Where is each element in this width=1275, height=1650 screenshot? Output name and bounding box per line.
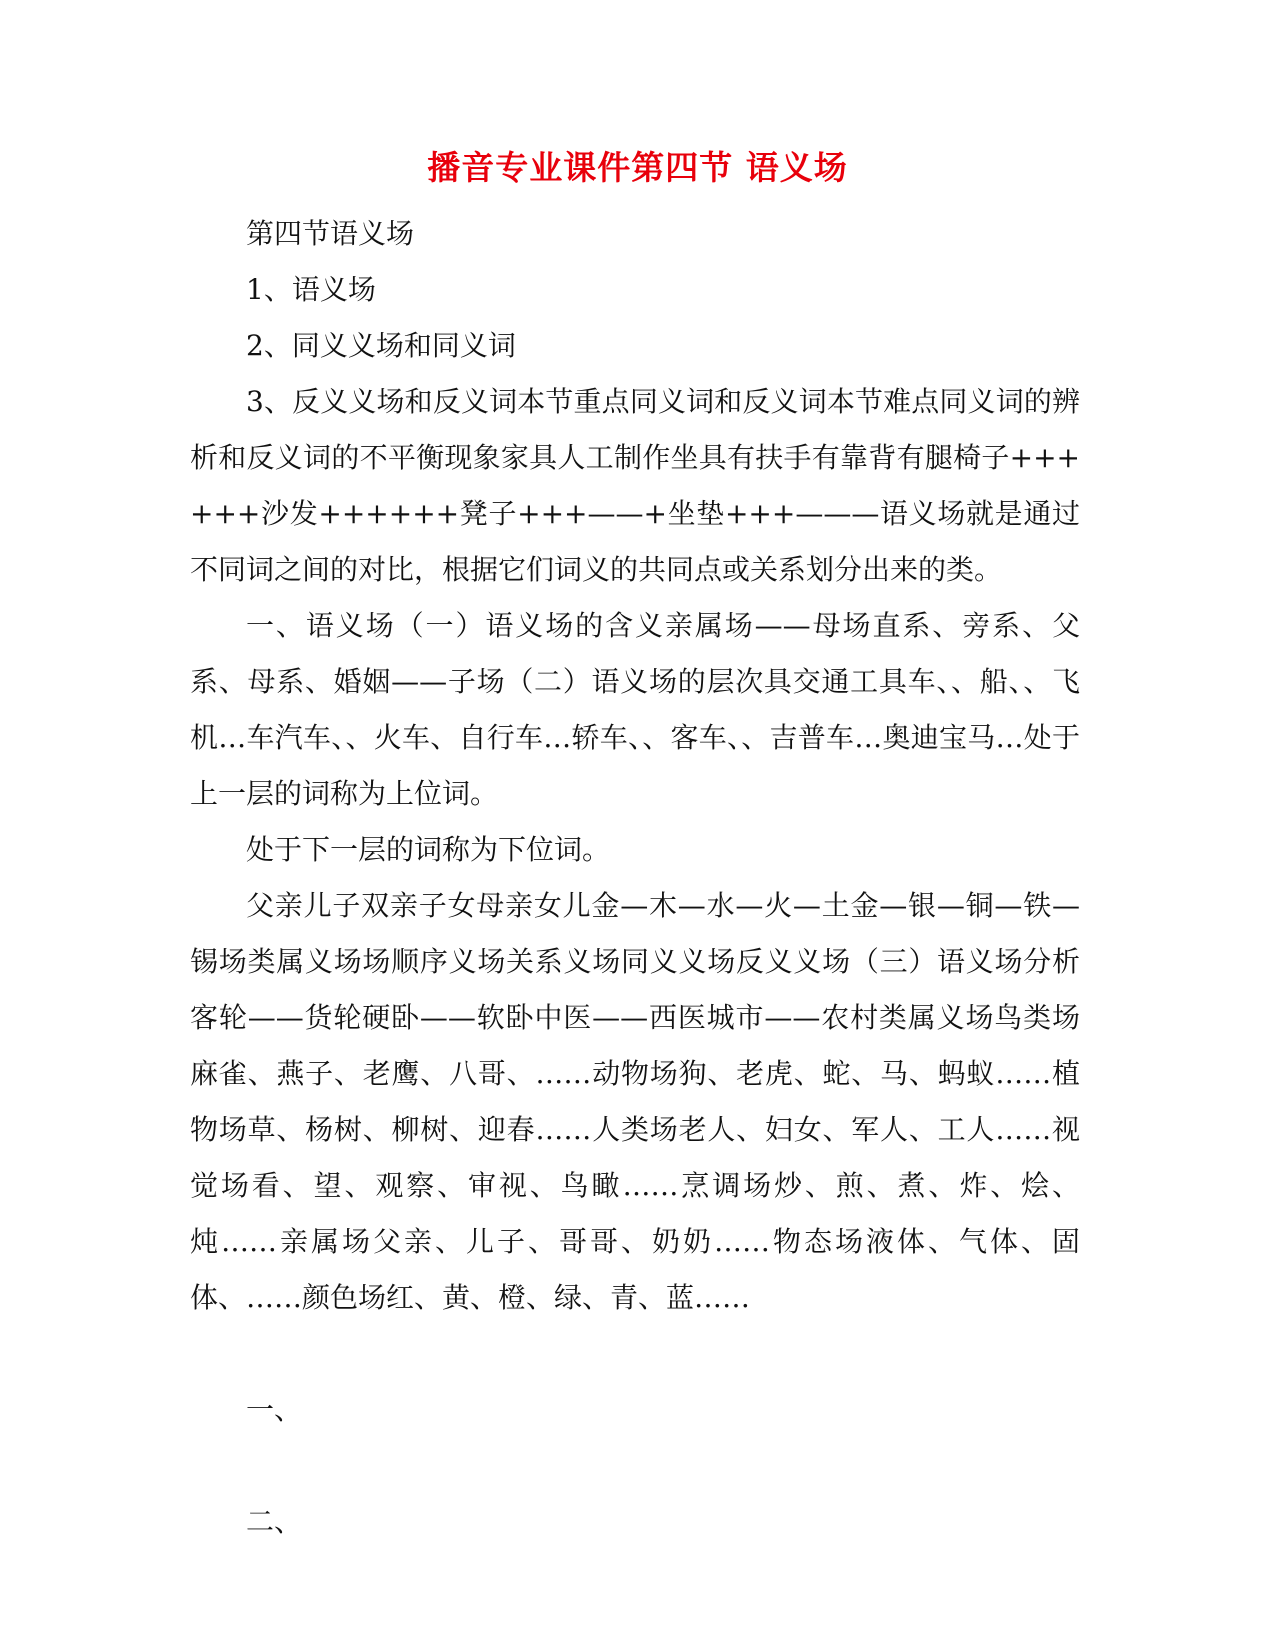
- paragraph-item-3: 3、反义义场和反义词本节重点同义词和反义词本节难点同义词的辨析和反义词的不平衡现象家具人工制作坐具有扶手有靠背有腿椅子++++++沙发++++++凳子+++——+坐垫+++———语义场就是通过不同词之间的对比，根据它们词义的共同点或关系划分出来的类。: [190, 385, 1080, 586]
- paragraph-item-2: 2、同义义场和同义词: [246, 329, 516, 362]
- paragraph-semantic-field-meaning: 一、语义场（一）语义场的含义亲属场——母场直系、旁系、父系、母系、婚姻——子场（二）语义场的层次具交通工具车、、船、、飞机…车汽车、、火车、自行车…轿车、、客车、、吉普车…奥迪宝马…处于上一层的词称为上位词。: [190, 609, 1080, 810]
- paragraph-list-two: 二、: [246, 1505, 303, 1538]
- paragraph-item-1: 1、语义场: [246, 273, 376, 306]
- paragraph-field-analysis: 父亲儿子双亲子女母亲女儿金—木—水—火—土金—银—铜—铁—锡场类属义场场顺序义场关系义场同义义场反义义场（三）语义场分析客轮——货轮硬卧——软卧中医——西医城市——农村类属义场鸟类场麻雀、燕子、老鹰、八哥、……动物场狗、老虎、蛇、马、蚂蚁……植物场草、杨树、柳树、迎春……人类场老人、妇女、军人、工人……视觉场看、望、观察、审视、鸟瞰……烹调场炒、煎、煮、炸、烩、炖……亲属场父亲、儿子、哥哥、奶奶……物态场液体、气体、固体、……颜色场红、黄、橙、绿、青、蓝……: [190, 889, 1080, 1314]
- document-title: 播音专业课件第四节 语义场: [427, 148, 848, 187]
- paragraph-section-heading: 第四节语义场: [246, 217, 415, 250]
- document-body: [190, 206, 1080, 1550]
- paragraph-hyponym: 处于下一层的词称为下位词。: [246, 833, 611, 866]
- paragraph-list-one: 一、: [246, 1393, 303, 1426]
